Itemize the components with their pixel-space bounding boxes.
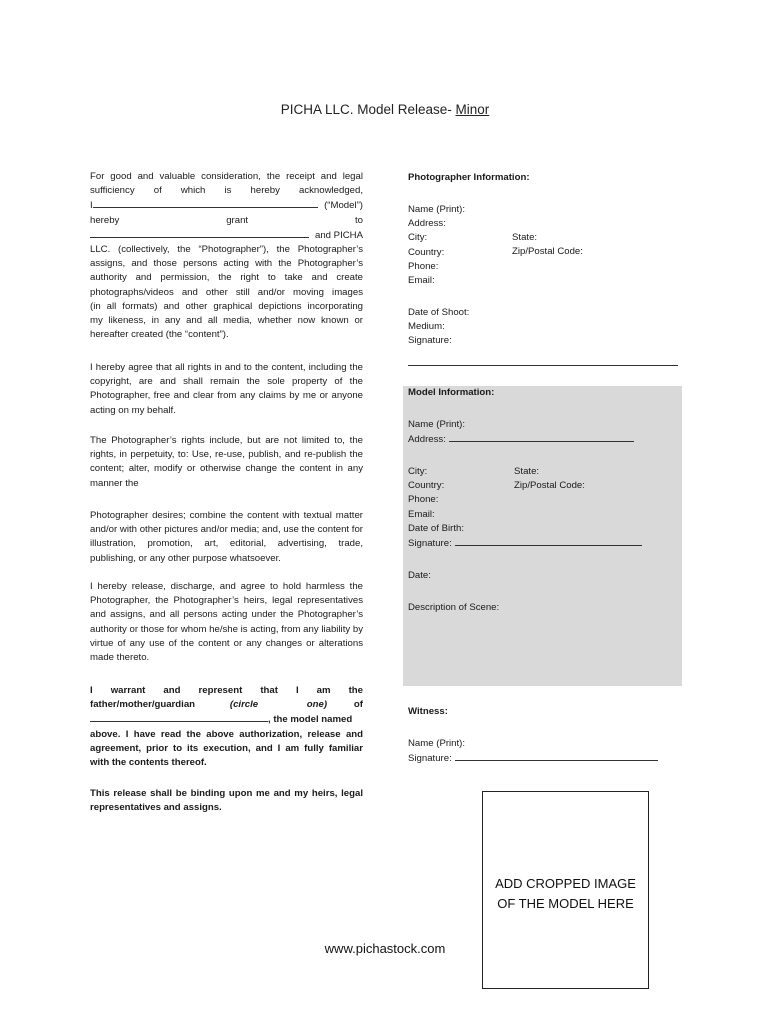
model-heading: Model Information: <box>408 387 495 398</box>
grantee-blank[interactable] <box>90 228 309 238</box>
p1-line: LLC. (collectively, the “Photographer”), the Photographer’s <box>90 244 363 256</box>
model-date-label: Date: <box>408 570 431 581</box>
model-signature-label: Signature: <box>408 538 452 550</box>
guardian-options[interactable]: father/mother/guardian <box>90 699 196 711</box>
photographer-signature-label: Signature: <box>408 335 452 347</box>
photographer-signature-rule[interactable] <box>408 365 678 366</box>
copyright-paragraph: I hereby agree that all rights in and to the content, including the copyright, are and shall remain the sole property of the Photographer, free and clear from any claims by me or anyone acting on my behalf. <box>90 362 363 416</box>
photo-text-line-1: ADD CROPPED IMAGE <box>495 876 636 891</box>
model-named-label: , the model named <box>268 714 353 726</box>
warranty-line-1: I warrant and represent that I am the <box>90 685 363 696</box>
model-country-label: Country: <box>408 480 445 492</box>
document-title <box>0 102 770 117</box>
p1-line: photographs/videos and other still and/or moving images <box>90 286 363 298</box>
photographer-city-label: City: <box>408 232 428 244</box>
circle-one-note: (circle one) <box>229 699 328 711</box>
p1-line: hereby grant to <box>90 214 363 226</box>
photo-text-line-2: OF THE MODEL HERE <box>497 896 634 911</box>
of-label: of <box>353 699 363 711</box>
medium-label: Medium: <box>408 321 445 333</box>
warranty-line-2 <box>90 698 363 712</box>
p1-line: assigns, and those persons acting with the Photographer’s <box>90 258 363 270</box>
footer-website: www.pichastock.com <box>324 941 446 956</box>
photographer-name-label: Name (Print): <box>408 204 466 215</box>
release-paragraph: I hereby release, discharge, and agree to hold harmless the Photographer, the Photographer’s heirs, legal representatives and assigns, and all persons acting under the Photographer’s authority or those for whom he/she is acting, from any liability by virtue of any use of the content or any changes or alterations made thereto. <box>90 581 363 664</box>
warranty-rest: above. I have read the above authorization, release and agreement, prior to its execution, and I am fully familiar with the contents thereof. <box>90 728 363 769</box>
warranty-line-3 <box>90 712 363 727</box>
rights-paragraph: The Photographer’s rights include, but are not limited to, the rights, in perpetuity, to: Use, re-use, publish, and re-publish the content; alter, modify or otherwise change the content in any manner the <box>90 435 363 489</box>
witness-heading: Witness: <box>408 706 448 717</box>
model-info-right <box>514 465 585 493</box>
binding-paragraph: This release shall be binding upon me and my heirs, legal representatives and assigns. <box>90 788 363 814</box>
consideration-paragraph <box>90 170 363 342</box>
model-signature-blank[interactable] <box>455 536 642 546</box>
model-address-blank[interactable] <box>449 432 634 442</box>
p1-line: authority and permission, the right to take and create <box>90 272 363 284</box>
witness-info <box>408 737 658 766</box>
model-address-row <box>408 432 634 447</box>
warranty-paragraph <box>90 684 363 770</box>
p1-line: sufficiency of which is hereby acknowledged, <box>90 185 363 197</box>
p1-line-picha: and PICHA <box>315 229 363 241</box>
combine-paragraph: Photographer desires; combine the content with textual matter and/or with other pictures and/or media; and, use the content for illustration, promotion, art, editorial, advertising, trade, publishing, or any other purpose whatsoever. <box>90 510 363 564</box>
title-minor: Minor <box>455 102 490 117</box>
p1-line-model: (“Model”) <box>324 200 363 212</box>
p1-line-i: I <box>90 200 93 212</box>
model-address-label: Address: <box>408 434 446 446</box>
photographer-email-label: Email: <box>408 275 435 287</box>
scene-description-label: Description of Scene: <box>408 602 500 613</box>
photographer-info <box>408 203 465 288</box>
model-name-address <box>408 418 634 447</box>
photographer-heading: Photographer Information: <box>408 172 530 183</box>
model-named-blank[interactable] <box>90 712 268 722</box>
p1-line: For good and valuable consideration, the receipt and legal <box>90 171 363 182</box>
model-city-label: City: <box>408 466 428 477</box>
witness-signature-label: Signature: <box>408 753 452 765</box>
model-name-line <box>90 198 363 213</box>
shoot-info <box>408 306 469 349</box>
model-name-blank[interactable] <box>93 198 318 208</box>
photographer-country-label: Country: <box>408 246 445 258</box>
photographer-phone-label: Phone: <box>408 260 439 272</box>
witness-name-label: Name (Print): <box>408 738 466 749</box>
photographer-state-label: State: <box>512 232 538 243</box>
p1-line: hereafter created (the “content”). <box>90 329 229 341</box>
model-signature-row <box>408 536 642 551</box>
model-state-label: State: <box>514 466 540 477</box>
date-of-shoot-label: Date of Shoot: <box>408 307 470 318</box>
witness-signature-blank[interactable] <box>455 751 658 761</box>
model-zip-label: Zip/Postal Code: <box>514 480 585 492</box>
model-photo-placeholder[interactable] <box>482 791 649 989</box>
photographer-info-right <box>512 231 583 259</box>
photo-placeholder-text <box>483 874 648 914</box>
witness-signature-row <box>408 751 658 766</box>
grantee-line <box>90 228 363 243</box>
title-prefix: PICHA LLC. Model Release- <box>280 102 456 117</box>
photographer-address-label: Address: <box>408 218 446 230</box>
model-email-label: Email: <box>408 508 435 520</box>
p1-line: (in all formats) and other graphical depictions incorporating <box>90 300 363 312</box>
model-name-label: Name (Print): <box>408 419 466 430</box>
photographer-zip-label: Zip/Postal Code: <box>512 246 583 258</box>
p1-line: my likeness, in any and all media, whether now known or <box>90 315 363 327</box>
model-phone-label: Phone: <box>408 494 439 506</box>
model-dob-label: Date of Birth: <box>408 522 464 534</box>
